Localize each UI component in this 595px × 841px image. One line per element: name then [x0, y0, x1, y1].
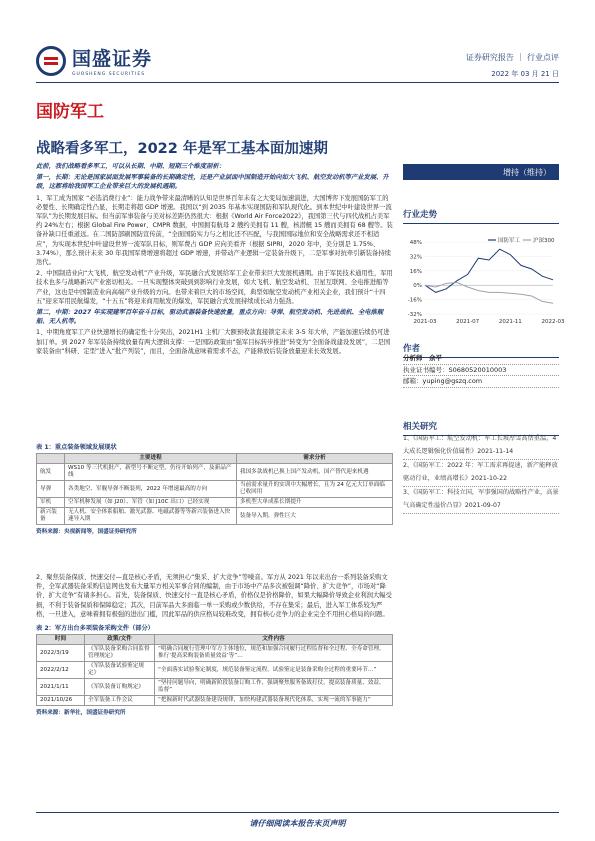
paragraph-mid-term: 第二，中期：2027 年实现建军百年奋斗目标，驱动武器装备快速放量，重点方向：导弹、航空发动机、先进战机、全电推舰船、无人机等。 — [36, 309, 384, 326]
table-row: 2022/2/12 《军队装备试验鉴定规定》 “全面落实试验鉴定制度，规范装备鉴定流程，试验鉴定是装备采购全过程的重要环节…” — [37, 662, 393, 679]
table-row: 导弹 各类地空、军舰导弹不断装列，2022 年增速最高的方向 当前需求量升的实训中大幅增长，且为 24 亿元大订单面临已收回用 — [37, 481, 393, 498]
footer-divider — [36, 812, 559, 813]
analyst-email[interactable]: 邮箱：yuping@gszq.com — [403, 376, 559, 388]
legend-label: 沪深300 — [533, 238, 555, 244]
main-body — [36, 162, 393, 358]
table-row: 新兴装备 无人机、安全体系船舶、激光武器、电磁武器等等新兴装备进入快速导入期 装备导入期，弹性巨大 — [37, 508, 393, 525]
table-header — [37, 454, 65, 464]
y-tick-label: -16% — [407, 297, 422, 304]
header-divider — [36, 82, 559, 83]
y-tick-label: 32% — [409, 254, 422, 261]
logo-icon — [36, 46, 66, 76]
y-tick-label: -32% — [407, 312, 422, 318]
report-type: 证券研究报告 ｜ 行业点评 — [465, 53, 559, 62]
rating-badge: 增持（维持） — [403, 164, 559, 180]
analyst-label: 分析师 — [403, 354, 423, 362]
table-header: 主要进程 — [65, 454, 237, 464]
analyst-cert: 执业证书编号：S0680520010003 — [403, 365, 559, 377]
legend-label: 国防军工 — [498, 238, 521, 244]
table-caption: 表 2：军方出台多项装备采购文件（部分） — [36, 625, 154, 632]
industry-trend-chart — [403, 232, 565, 332]
x-tick-label: 2021-03 — [413, 319, 437, 325]
y-tick-label: 48% — [409, 240, 422, 246]
table-header: 时间 — [37, 635, 85, 645]
table-header: 需求分析 — [236, 454, 392, 464]
table-header: 文件内容 — [155, 635, 393, 645]
table-row: 2021/10/26 全军装备工作会议 “把握新时代武器装备建设规律，加快构建武器装备现代化体系，实现一流的军事能力” — [37, 696, 393, 706]
analyst-name: 余平 — [429, 354, 442, 362]
related-item[interactable]: 2、《国防军工：2022 年：军工需求再提速，新产能释放驱动行业，业绩高增长》2021-10-22 — [403, 460, 559, 487]
related-research-list — [403, 433, 559, 514]
table-header: 政策/文件 — [85, 635, 155, 645]
table-equipment-status — [36, 439, 393, 535]
paragraph-long-term: 第一，长期：无论是国家层面发展军事装备的长期确定性，还是产业层面中国制造开始向如大飞机、航空发动机等产业发展、升级，这都将给我国军工企业带来巨大的发展机遇期。 — [36, 174, 389, 191]
x-tick-label: 2021-07 — [456, 319, 480, 325]
y-tick-label: 16% — [409, 268, 422, 275]
y-tick-label: 0% — [413, 283, 422, 290]
lead-paragraph: 此前，我们战略看多军工，可以从长期、中期、短期三个维度剖析： — [36, 163, 225, 170]
analyst-heading: 作者 — [403, 342, 559, 358]
related-item[interactable]: 1、《国防军工：航空发动机：军工长坡厚雪高估重温，4 大成长逻辑强化价值属性》2021-11-14 — [403, 433, 559, 460]
paragraph-procurement: 2、聚焦装备保质、快速交付—直是核心矛盾，无须担心“集采、扩大竞争”等噪音。军方从 2021 年以来出台一系列装备采购文件，全军武器装备采购信息网也发布大量军方相关军事合同的编制，由于市场中产品多次被强调“降价、扩大竞争”，市场对“降价、扩大竞争”有诸多担心。首先，装备保质、快速交付一直是核心矛盾，价格仅是价格降价，如果大幅降价导致企业利润大幅受损，不利于装备保质和保障稳定；其次，目前军品大多面临一单一采购或少数供给，不存在集采；最后，进入军工体系较为严格，一旦进入，意味着拥有极强的进出门槛，因此军品的供应格局较难改变，拥有核心竞争力的企业完全不用担心格局的问题。 — [36, 574, 392, 618]
report-date: 2022 年 03 月 21 日 — [491, 70, 559, 78]
related-item[interactable]: 3、《国防军工：科技立国，军事强国的战略性产业，高景气高确定性溢价凸显》2021-09-07 — [403, 487, 559, 514]
logo-name-en: GUOSHENG SECURITIES — [72, 72, 146, 77]
industry-name: 国防军工 — [36, 102, 104, 122]
table-row: 航发 WS10 等三代机批产，新型号不断定型，仍待开始列产，及新品产线 我国多款战机已换上国产发动机，国产替代迎来机遇 — [37, 464, 393, 481]
series-line — [425, 283, 553, 304]
table-row: 军机 空军机种发展（如 J20）、军管（如 J10C 出口）已经实现 多机型大单成系长期提升 — [37, 498, 393, 508]
paragraph-military-demand: 1、军工成为国家 “必选消费行业”：能力战争带来最清晰的认知是世界百年未有之大变局加速演进，大国博弈下发展国防军工的必要性、长期确定性凸显，长期走将超 GDP 增速。我国以“到 2035 年基本实现国防和军队现代化。到本世纪中叶建设世界一流军队”为长期发展目标。但当前军事装备与美对标差距仍然很大：根据《World Air Force2022》，我国第三代与四代战机占美军约 24%左右；根据 Global Fire Power、CMPR 数据，中国拥有航母 2 艘约美拥有 11 艘，核潜艇 15 艘而美拥有 68 艘等。装备补缺口任重道远。在二国防部刷国防宣传前，“全面国防实力与之相比还不匹配，与我国国际地位和安全战略需求还不相适应”，为实现本世纪中叶建设世界一流军队目标，则军费占 GDP 应向美看齐（根据 SIPRI，2020 年中，美分别是 1.75%、3.74%），那么预计未来 30 年我国军费增速将超过 GDP 增速，并带动产业逻辑一定装备升级下，二是军事对抗牵引新装备持续迭代。 — [36, 194, 393, 267]
table-procurement-policies — [36, 620, 393, 716]
trend-heading: 行业走势 — [403, 208, 559, 224]
table-row: 2021/1/11 《军队装备订购规定》 “坚持问题导向，明确新阶段装备订购工作，强调聚焦服务备战打仗，提高装备质量、效益、监督” — [37, 679, 393, 696]
x-tick-label: 2021-11 — [498, 319, 522, 325]
paragraph-industry-upgrade: 2、中国制造业向“大飞机、航空发动机”产业升级，军民融合式发展给军工企业带来巨大发展机遇期。由于军民技术通用性，军用技术也多与战略新兴产业密切相关。一旦实现整体突破到到影响行业发展，如大飞机、航空发动机、卫星互联网、全电推进船等产业，这也是中国制造业向高端产业升级的方向。也带来着巨大的市场空间，典型如航空发动机产业相关企业，我们预计“十四五”迎来军用民航爆发，“十五五”将迎来商用航发的爆发，军民融合式发展持续成长动力强劲。 — [36, 270, 393, 305]
table-caption: 表 1：重点装备领域发展现状 — [36, 444, 117, 451]
company-logo — [36, 44, 152, 77]
table-source: 资料来源：新华社，国盛证券研究所 — [36, 710, 126, 716]
paragraph-growth: 1、中期角度军工产业快速增长的确定性十分突出，2021H1 主机厂大额预收款直接锁定未来 3-5 年大单，产能加速后续仍可进加订单。到 2027 年军装备持续放量有两大逻辑支撑：一是国防政策由“强军目标转步推进”转变为“全面备战建设发展”，二是国家装备由“科研、定型”进入“批产列装”，而且，全面备战意味着需求不态，产能释放后装备放量迎来长效发展。 — [36, 329, 391, 355]
table-row: 2022/3/19 《军队装备采购合同监督管理规定》 “明确合同履行管理中军方主体地位，规范和加强合同履行过程监督和全过程、全寿命管理，推行‘提高采购装备质量效益’等”… — [37, 645, 393, 662]
x-tick-label: 2022-03 — [541, 319, 565, 325]
related-heading: 相关研究 — [403, 420, 559, 436]
analyst-info — [403, 353, 559, 388]
report-title: 战略看多军工，2022 年是军工基本面加速期 — [36, 141, 328, 157]
footer-disclaimer: 请仔细阅读本报告末页声明 — [249, 819, 346, 828]
table-source: 资料来源：央视新闻等，国盛证券研究所 — [36, 529, 137, 535]
logo-name: 国盛证券 — [72, 48, 153, 70]
